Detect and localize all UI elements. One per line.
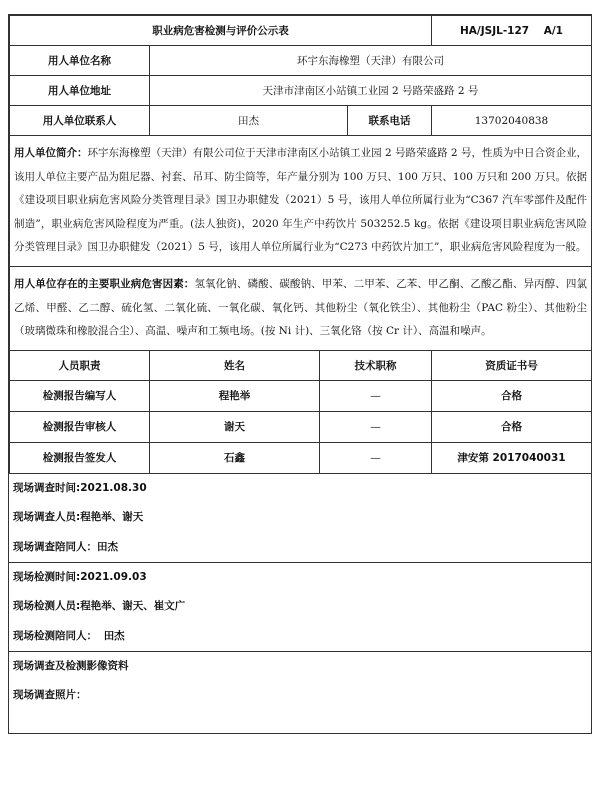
survey-time-label: 现场调查时间:: [13, 481, 81, 494]
hazards-text: 氢氧化钠、磷酸、碳酸钠、甲苯、二甲苯、乙苯、甲乙酮、乙酸乙酯、异丙醇、四氯乙烯、甲醛、乙二醇、硫化氢、二氧化硫、一氧化碳、氧化钙、其他粉尘（氧化铁尘）、其他粉尘（PAC 粉尘）、其他粉尘（玻璃微珠和橡胶混合尘）、高温、噪声和工频电场。(按 Ni 计)、三氧化铬（按 Cr 计）、高温和噪声。: [14, 277, 588, 338]
photo-title: [9, 681, 591, 710]
employer-contact-label: 用人单位联系人: [10, 106, 150, 136]
detection-people-label: 现场检测人员:: [13, 600, 81, 613]
survey-escort-label: 现场调查陪同人：: [13, 540, 97, 553]
images-section-title: [9, 652, 591, 681]
survey-escort: [9, 533, 591, 562]
employer-phone: 13702040838: [432, 106, 592, 136]
staff-title: —: [320, 442, 432, 473]
detection-people: [9, 592, 591, 621]
table-row: [10, 380, 592, 411]
employer-intro: [10, 136, 592, 267]
intro-text: 环宇东海橡塑（天津）有限公司位于天津市津南区小站镇工业园 2 号路荣盛路 2 号，性质为中日合资企业，该用人单位主要产品为阻尼器、衬套、吊耳、防尘筒等，年产量分别为 100 万只、100 万只、100 万只和 200 万只。依据《建设项目职业病危害风险分类管理目录》国卫办职健发（2021）5 号，该用人单位所属行业为“C367 汽车零部件及配件制造”，职业病危害风险程度为严重。(法人独资)，2020 年生产中药饮片 503252.5 kg。依据《建设项目职业病危害风险分类管理目录》国卫办职健发（2021）5 号，该用人单位所属行业为“C273 中药饮片加工”，职业病危害风险程度为一般。: [14, 147, 588, 254]
staff-header-name: 姓名: [150, 350, 320, 380]
staff-name: 石鑫: [150, 442, 320, 473]
form-code-number: HA/JSJL-127: [460, 24, 530, 37]
table-row: [10, 411, 592, 442]
staff-cert: 津安第 2017040031: [432, 442, 592, 473]
survey-escort-value: 田杰: [97, 540, 118, 553]
staff-name: 程艳举: [150, 380, 320, 411]
form-code: [432, 16, 592, 46]
detection-time: [9, 563, 591, 592]
staff-cert: 合格: [432, 411, 592, 442]
form-title: 职业病危害检测与评价公示表: [10, 16, 432, 46]
detection-section: [9, 562, 591, 651]
photo-area: [9, 711, 591, 733]
staff-cert: 合格: [432, 380, 592, 411]
staff-role: 检测报告审核人: [10, 411, 150, 442]
staff-role: 检测报告签发人: [10, 442, 150, 473]
images-section: [9, 651, 591, 733]
staff-title: —: [320, 380, 432, 411]
employer-address: 天津市津南区小站镇工业园 2 号路荣盛路 2 号: [150, 76, 592, 106]
staff-header-role: 人员职责: [10, 350, 150, 380]
survey-people-value: 程艳举、谢天: [80, 511, 144, 524]
detection-escort-value: 田杰: [103, 629, 125, 642]
survey-people-label: 现场调查人员:: [13, 511, 81, 524]
staff-name: 谢天: [150, 411, 320, 442]
detection-escort: [9, 622, 591, 651]
survey-section: [9, 474, 591, 562]
employer-contact: 田杰: [150, 106, 348, 136]
intro-label: 用人单位简介：: [14, 147, 88, 159]
table-row: [10, 442, 592, 473]
survey-time: [9, 474, 591, 503]
images-section-label: 现场调查及检测影像资料: [13, 660, 129, 673]
detection-people-value: 程艳举、谢天、崔文广: [80, 600, 186, 613]
staff-role: 检测报告编写人: [10, 380, 150, 411]
employer-phone-label: 联系电话: [348, 106, 432, 136]
staff-table: [9, 350, 592, 474]
staff-title: —: [320, 411, 432, 442]
detection-time-label: 现场检测时间:: [13, 570, 81, 583]
photo-label: 现场调查照片：: [13, 689, 87, 702]
hazards-label: 用人单位存在的主要职业病危害因素：: [14, 277, 195, 290]
detection-escort-label: 现场检测陪同人：: [13, 629, 97, 642]
survey-people: [9, 503, 591, 532]
employer-name: 环宇东海橡塑（天津）有限公司: [150, 46, 592, 76]
header-table: [9, 15, 592, 351]
staff-header-cert: 资质证书号: [432, 350, 592, 380]
staff-header-title: 技术职称: [320, 350, 432, 380]
detection-time-value: 2021.09.03: [80, 570, 147, 583]
survey-time-value: 2021.08.30: [80, 481, 147, 494]
hazard-factors: [10, 266, 592, 350]
form-page-number: A/1: [543, 24, 563, 37]
employer-address-label: 用人单位地址: [10, 76, 150, 106]
employer-name-label: 用人单位名称: [10, 46, 150, 76]
disclosure-form: [8, 14, 592, 734]
